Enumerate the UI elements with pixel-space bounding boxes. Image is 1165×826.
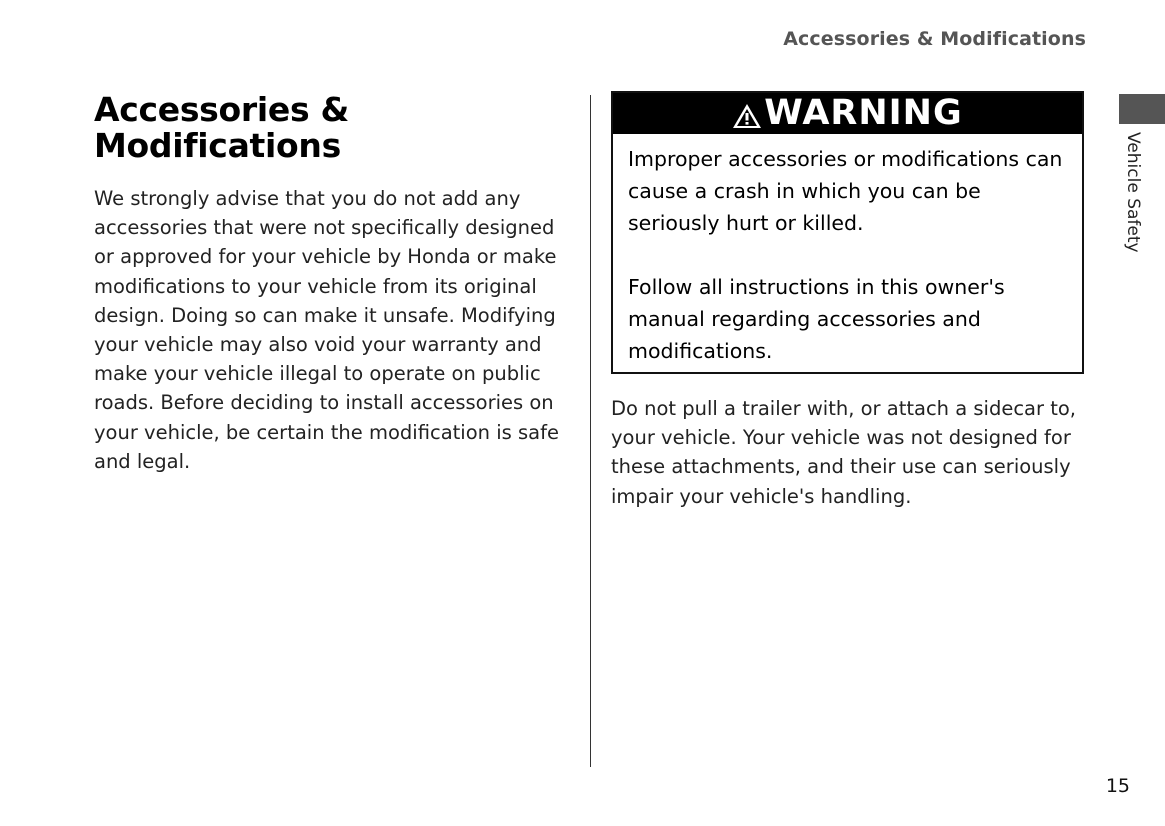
trailer-sidecar-paragraph: Do not pull a trailer with, or attach a sidecar to, your vehicle. Your vehicle was not designed for these attachments, and their use can seriously impair your vehicle's handling. (611, 397, 1077, 508)
running-header: Accessories & Modifications (783, 28, 1086, 50)
page-number: 15 (1105, 775, 1130, 797)
section-tab-marker (1119, 94, 1165, 124)
warning-paragraph-1: Improper accessories or modifications can cause a crash in which you can be seriously hurt or killed. (628, 147, 1063, 235)
warning-paragraph-2: Follow all instructions in this owner's manual regarding accessories and modifications. (628, 275, 1005, 363)
warning-triangle-icon (732, 103, 762, 129)
warning-label: WARNING (764, 93, 963, 133)
section-tab-label: Vehicle Safety (1123, 132, 1143, 253)
page-title (94, 92, 574, 164)
warning-header-bar (613, 93, 1082, 134)
warning-message (613, 134, 1082, 367)
column-divider (590, 95, 591, 767)
page-title-line-1: Accessories & (94, 90, 349, 129)
left-column (94, 92, 574, 476)
accessories-advice-paragraph: We strongly advise that you do not add any accessories that were not specifically designed or approved for your vehicle by Honda or make modifications to your vehicle from its original design. Doing so can make it unsafe. Modifying your vehicle may also void your warranty and make your vehicle illegal to operate on public roads. Before deciding to install accessories on your vehicle, be certain the modification is safe and legal. (94, 187, 559, 473)
warning-box (611, 91, 1084, 374)
page-title-line-2: Modifications (94, 126, 341, 165)
